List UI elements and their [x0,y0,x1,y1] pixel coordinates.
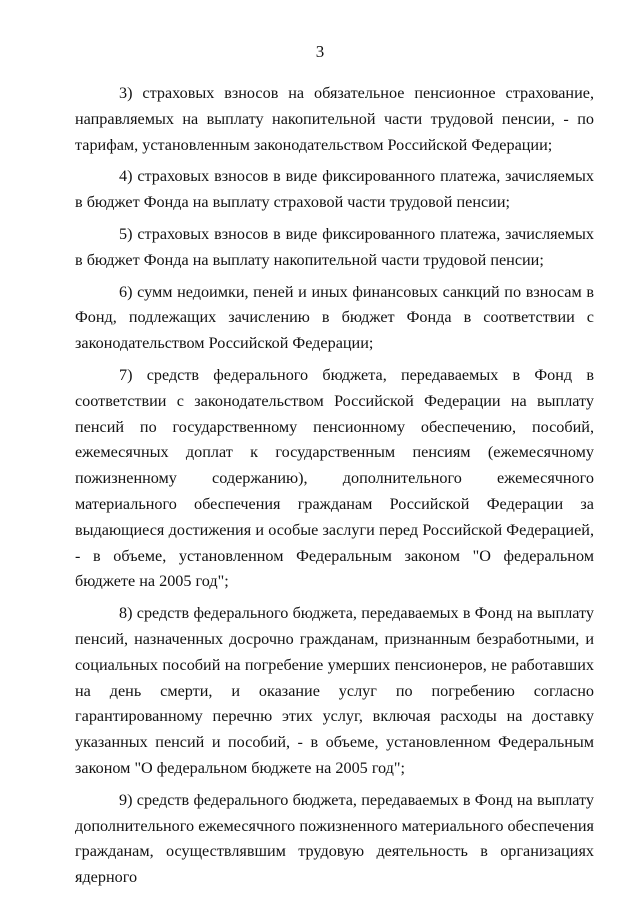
page-number: 3 [315,42,325,61]
paragraph-item-9: 9) средств федерального бюджета, передаваемых в Фонд на выплату дополнительного ежемесячного пожизненного материального обеспечения гражданам, осуществлявшим трудовую деятельность в организациях ядерного [75,790,594,887]
paragraph-item-5: 5) страховых взносов в виде фиксированного платежа, зачисляемых в бюджет Фонда на выплату накопительной части трудовой пенсии; [75,224,594,269]
paragraph-item-4: 4) страховых взносов в виде фиксированного платежа, зачисляемых в бюджет Фонда на выплату страховой части трудовой пенсии; [75,167,594,212]
document-body [75,81,594,897]
paragraph-item-3: 3) страховых взносов на обязательное пенсионное страхование, направляемых на выплату накопительной части трудовой пенсии, - по тарифам, установленным законодательством Российской Федерации; [75,84,594,154]
paragraph-item-8: 8) средств федерального бюджета, передаваемых в Фонд на выплату пенсий, назначенных досрочно гражданам, признанным безработными, и социальных пособий на погребение умерших пенсионеров, не работавших на день смерти, и оказание услуг по погребению согласно гарантированному перечню этих услуг, включая расходы на доставку указанных пенсий и пособий, - в объеме, установленном Федеральным законом "О федеральном бюджете на 2005 год"; [75,604,594,777]
paragraph-item-7: 7) средств федерального бюджета, передаваемых в Фонд в соответствии с законодательством Российской Федерации на выплату пенсий по государственному пенсионному обеспечению, пособий, ежемесячных доплат к государственным пенсиям (ежемесячному пожизненному содержанию), дополнительного ежемесячного материального обеспечения гражданам Российской Федерации за выдающиеся достижения и особые заслуги перед Российской Федерацией, - в объеме, установленном Федеральным законом "О федеральном бюджете на 2005 год"; [75,365,594,591]
paragraph-item-6: 6) сумм недоимки, пеней и иных финансовых санкций по взносам в Фонд, подлежащих зачислению в бюджет Фонда в соответствии с законодательством Российской Федерации; [75,282,594,353]
